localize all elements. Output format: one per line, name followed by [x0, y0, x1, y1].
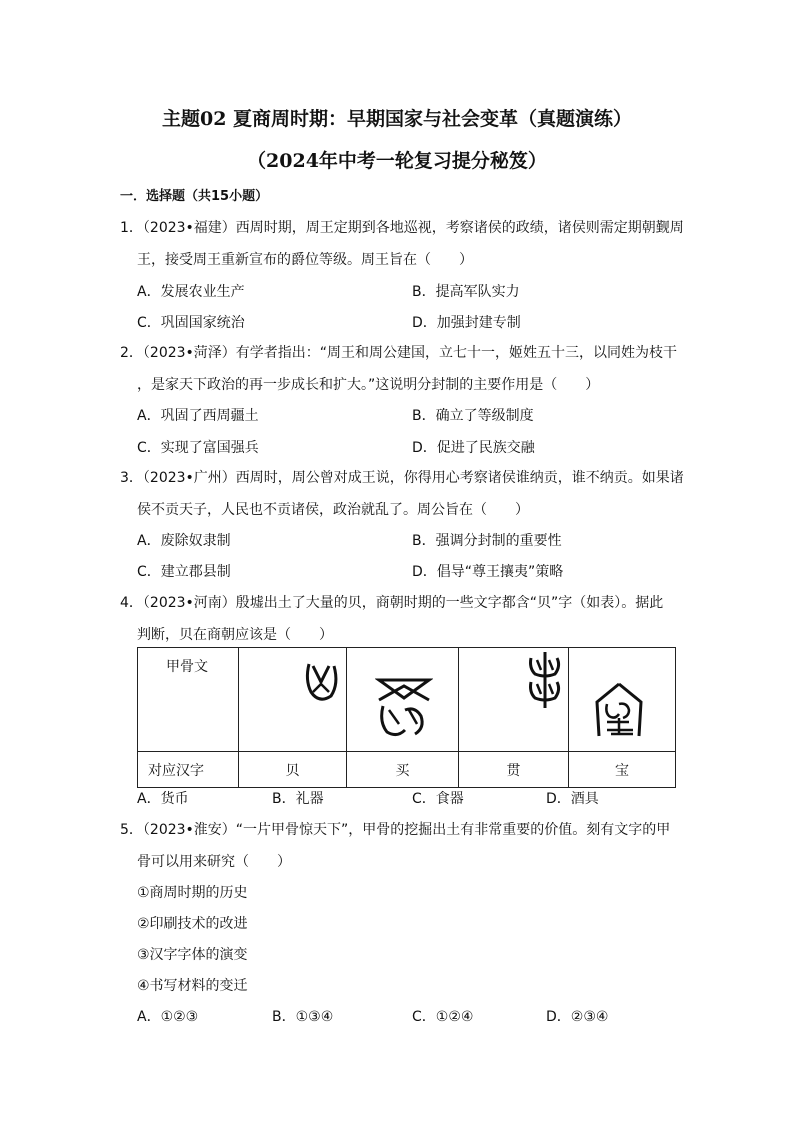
q5-statement-1: ①商周时期的历史	[137, 885, 248, 901]
q5-option-c[interactable]: C．①②④	[412, 1009, 474, 1025]
hanzi-cell: 贝	[239, 752, 347, 788]
hanzi-cell: 买	[347, 752, 459, 788]
oracle-glyph-guan-icon	[527, 652, 563, 708]
q1-option-a[interactable]: A．发展农业生产	[137, 284, 245, 300]
q5-stem-line1: 5．（2023•淮安）“一片甲骨惊天下”，甲骨的挖掘出土有非常重要的价值。刻有文字的甲	[120, 822, 671, 838]
oracle-glyph-bei-icon	[301, 658, 341, 708]
q4-stem-line2: 判断，贝在商朝应该是（ ）	[137, 627, 333, 643]
table-header-oracle: 甲骨文	[138, 648, 239, 752]
table-header-hanzi: 对应汉字	[138, 752, 239, 788]
q1-stem-line2: 王，接受周王重新宣布的爵位等级。周王旨在（ ）	[137, 252, 473, 268]
q2-stem-line2: ，是家天下政治的再一步成长和扩大。”这说明分封制的主要作用是（ ）	[137, 377, 600, 393]
q3-option-b[interactable]: B．强调分封制的重要性	[412, 533, 562, 549]
q5-option-a[interactable]: A．①②③	[137, 1009, 199, 1025]
q4-stem-line1: 4．（2023•河南）殷墟出土了大量的贝，商朝时期的一些文字都含“贝”字（如表）。据此	[120, 595, 664, 611]
q1-option-d[interactable]: D．加强封建专制	[412, 315, 521, 331]
q1-stem-line1: 1．（2023•福建）西周时期，周王定期到各地巡视，考察诸侯的政绩，诸侯则需定期朝觐周	[120, 220, 684, 236]
q2-option-b[interactable]: B．确立了等级制度	[412, 408, 534, 424]
glyph-cell-guan	[459, 648, 569, 752]
hanzi-cell: 贯	[459, 752, 569, 788]
q3-stem-line2: 侯不贡天子，人民也不贡诸侯，政治就乱了。周公旨在（ ）	[137, 502, 529, 518]
document-subtitle: （2024年中考一轮复习提分秘笈）	[247, 150, 547, 172]
oracle-glyph-mai-icon	[375, 676, 433, 738]
q5-statement-4: ④书写材料的变迁	[137, 978, 248, 994]
hanzi-cell: 宝	[569, 752, 676, 788]
q2-stem-line1: 2．（2023•菏泽）有学者指出：“周王和周公建国，立七十一，姬姓五十三，以同姓为枝干	[120, 345, 678, 361]
q4-option-d[interactable]: D．酒具	[546, 791, 599, 807]
document-title: 主题02 夏商周时期：早期国家与社会变革（真题演练）	[161, 108, 633, 130]
q5-stem-line2: 骨可以用来研究（ ）	[137, 854, 291, 870]
oracle-bone-table	[137, 647, 676, 788]
q5-statement-3: ③汉字字体的演变	[137, 947, 248, 963]
q3-option-d[interactable]: D．倡导“尊王攘夷”策略	[412, 564, 564, 580]
q5-option-b[interactable]: B．①③④	[272, 1009, 334, 1025]
glyph-cell-bei	[239, 648, 347, 752]
q1-option-b[interactable]: B．提高军队实力	[412, 284, 520, 300]
q4-option-b[interactable]: B．礼器	[272, 791, 324, 807]
q3-stem-line1: 3．（2023•广州）西周时，周公曾对成王说，你得用心考察诸侯谁纳贡，谁不纳贡。如果诸	[120, 470, 684, 486]
glyph-cell-bao	[569, 648, 676, 752]
q2-option-d[interactable]: D．促进了民族交融	[412, 440, 535, 456]
q3-option-c[interactable]: C．建立郡县制	[137, 564, 231, 580]
q3-option-a[interactable]: A．废除奴隶制	[137, 533, 231, 549]
q2-option-a[interactable]: A．巩固了西周疆土	[137, 408, 259, 424]
section-heading: 一．选择题（共15小题）	[120, 189, 269, 204]
oracle-glyph-bao-icon	[593, 682, 645, 738]
q5-option-d[interactable]: D．②③④	[546, 1009, 609, 1025]
q4-option-c[interactable]: C．食器	[412, 791, 464, 807]
glyph-cell-mai	[347, 648, 459, 752]
q5-statement-2: ②印刷技术的改进	[137, 916, 248, 932]
q2-option-c[interactable]: C．实现了富国强兵	[137, 440, 259, 456]
q1-option-c[interactable]: C．巩固国家统治	[137, 315, 245, 331]
q4-option-a[interactable]: A．货币	[137, 791, 189, 807]
